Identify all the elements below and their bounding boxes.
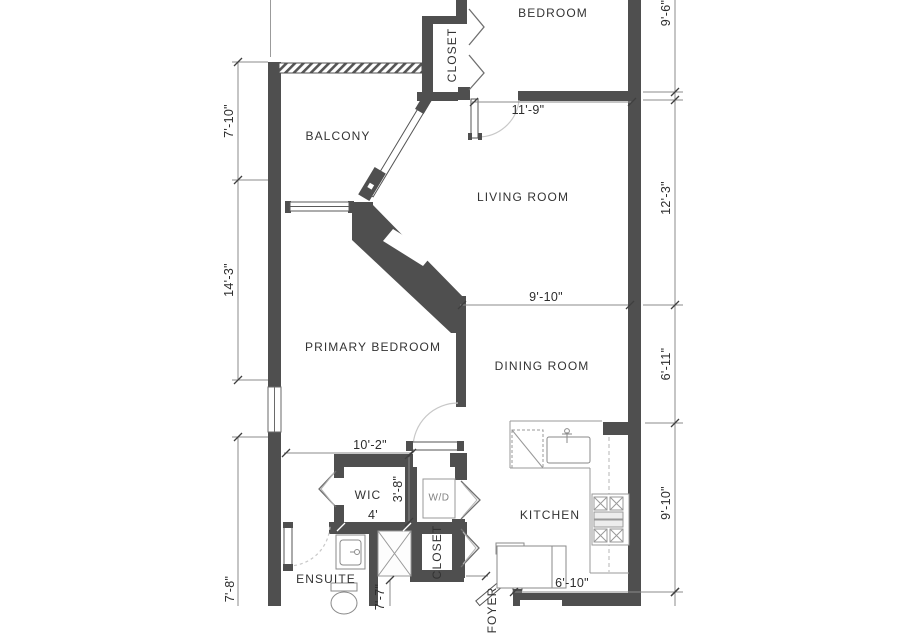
dim-balcony-height: 7'-10" (222, 104, 236, 138)
stove (592, 494, 629, 545)
angled-feature-wall (352, 204, 466, 333)
room-label-wic: WIC (354, 488, 382, 502)
window-primary-bedroom (268, 387, 281, 432)
dim-wic-width: 4' (368, 508, 378, 522)
room-label-washer-dryer: W/D (428, 492, 450, 504)
dim-primary-width: 10'-2" (353, 438, 387, 452)
toilet (331, 583, 357, 614)
room-label-closet-top: CLOSET (445, 27, 459, 83)
balcony-sliding-door (358, 90, 435, 201)
dim-kitchen-height: 9'-10" (659, 486, 673, 520)
dim-living-width: 9'-10" (529, 290, 563, 304)
kitchen-sink (547, 429, 590, 463)
room-label-dining-room: DINING ROOM (494, 359, 590, 373)
dim-ensuite-height: 7'-8" (223, 575, 237, 603)
room-label-kitchen: KITCHEN (519, 508, 581, 522)
dim-primary-height: 14'-3" (222, 263, 236, 297)
room-label-primary-bedroom: PRIMARY BEDROOM (304, 340, 442, 354)
kitchen-window (520, 600, 562, 606)
dishwasher (512, 430, 543, 468)
vanity (336, 535, 365, 569)
dim-hall-height: 7'-7" (373, 583, 387, 611)
dim-bedroom-height: 9'-6" (659, 0, 673, 27)
window-balcony (290, 202, 349, 211)
room-label-ensuite: ENSUITE (296, 572, 356, 586)
dim-kitchen-width: 6'-10" (555, 576, 589, 590)
room-label-balcony: BALCONY (305, 129, 371, 143)
room-label-foyer: FOYER (485, 586, 499, 633)
balcony-railing (279, 63, 422, 73)
room-label-bedroom: BEDROOM (518, 6, 588, 20)
dim-living-height: 12'-3" (659, 181, 673, 215)
dim-bedroom-width: 11'-9" (511, 103, 545, 117)
room-label-living-room: LIVING ROOM (476, 190, 570, 204)
dim-wd-depth: 3'-8" (391, 475, 405, 503)
room-label-closet-bottom: CLOSET (430, 524, 444, 580)
shower (378, 531, 411, 576)
dim-dining-height: 6'-11" (659, 347, 673, 381)
